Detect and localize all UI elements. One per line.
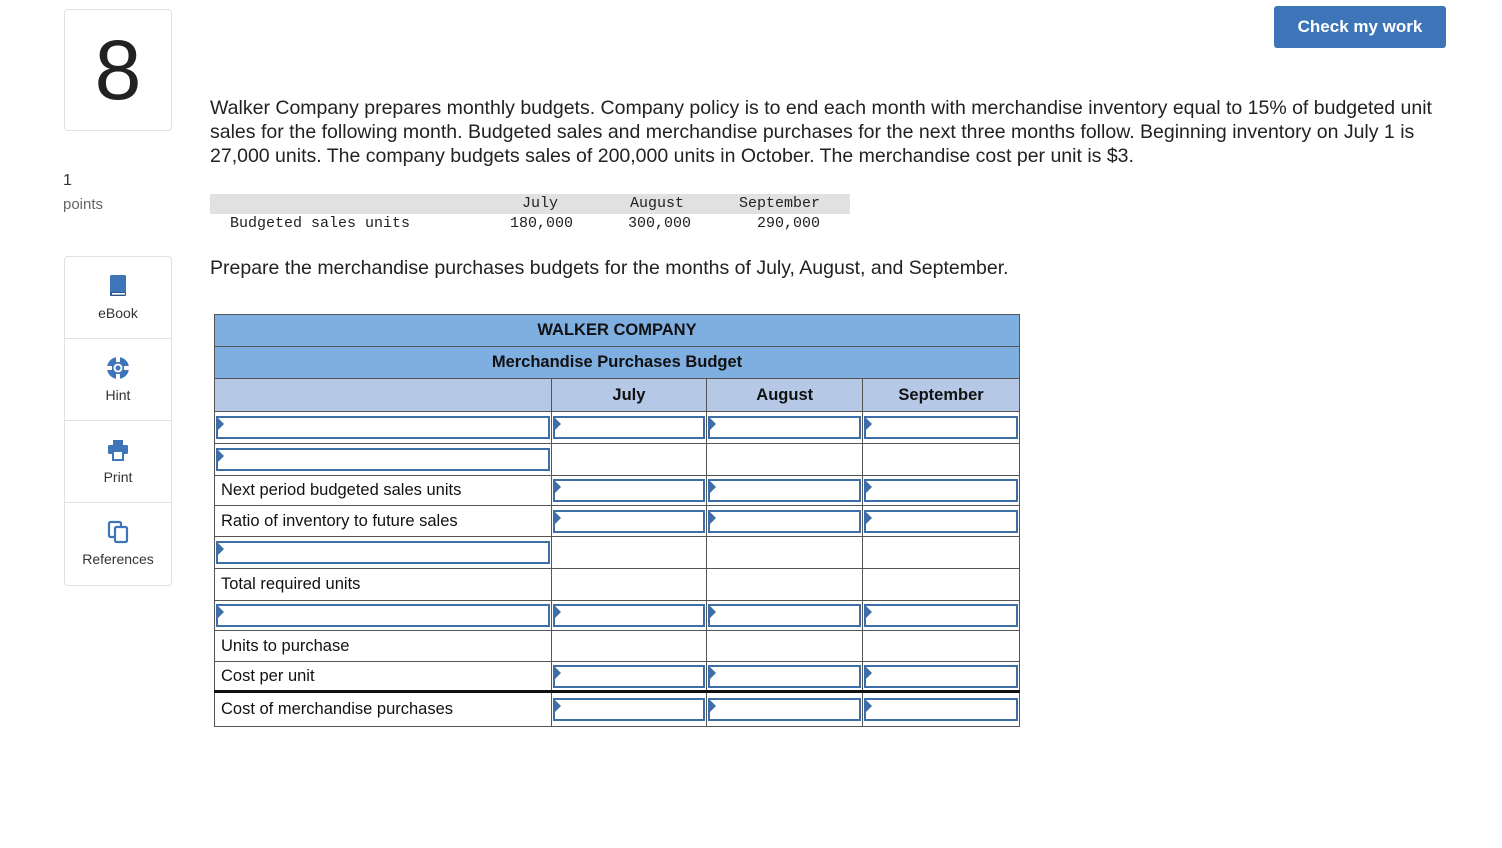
budget-col-august: August xyxy=(707,379,863,412)
purchases-budget-table xyxy=(214,314,1020,727)
given-month-july: July xyxy=(522,195,559,212)
row-label-dropdown[interactable] xyxy=(216,416,550,439)
references-label: References xyxy=(82,551,154,567)
september-input[interactable] xyxy=(864,665,1018,688)
hint-label: Hint xyxy=(105,387,131,403)
september-input[interactable] xyxy=(864,510,1018,533)
instruction-text: Prepare the merchandise purchases budgets for the months of July, August, and September. xyxy=(210,257,1009,279)
budget-row xyxy=(215,476,1020,506)
given-month-september: September xyxy=(739,195,821,212)
given-month-august: August xyxy=(630,195,685,212)
budget-col-july: July xyxy=(551,379,707,412)
copy-icon xyxy=(105,519,131,545)
budget-company-name: WALKER COMPANY xyxy=(215,315,1020,347)
august-input[interactable] xyxy=(708,665,861,688)
print-button[interactable] xyxy=(65,421,171,503)
problem-text: Walker Company prepares monthly budgets. Company policy is to end each month with merchandise inventory equal to 15% of budgeted unit sales for the following month. Budgeted sales and merchandise purchases for the next three months follow. Beginning inventory on July 1 is 27,000 units. The company budgets sales of 200,000 units in October. The merchandise cost per unit is $3. xyxy=(210,97,1432,167)
august-input[interactable] xyxy=(708,510,861,533)
row-label-dropdown[interactable] xyxy=(216,604,550,627)
empty-cell xyxy=(707,537,863,569)
budget-row xyxy=(215,444,1020,476)
given-data-table xyxy=(210,194,850,236)
budget-row xyxy=(215,506,1020,537)
print-label: Print xyxy=(103,469,133,485)
empty-cell xyxy=(707,569,863,601)
empty-cell xyxy=(863,631,1020,662)
empty-cell xyxy=(707,631,863,662)
budget-row xyxy=(215,412,1020,444)
budget-col-september: September xyxy=(863,379,1020,412)
row-label-total-required: Total required units xyxy=(215,569,552,601)
budget-row xyxy=(215,692,1020,727)
empty-cell xyxy=(707,444,863,476)
august-input[interactable] xyxy=(708,416,861,439)
budget-row xyxy=(215,569,1020,601)
row-label-cost-per-unit: Cost per unit xyxy=(215,662,552,692)
empty-cell xyxy=(863,444,1020,476)
given-value-september: 290,000 xyxy=(757,215,821,232)
empty-cell xyxy=(863,569,1020,601)
points-label: points xyxy=(63,196,104,213)
ebook-button[interactable] xyxy=(65,257,171,339)
given-sales-row xyxy=(210,214,850,236)
july-input[interactable] xyxy=(553,665,706,688)
given-header-row xyxy=(210,194,850,214)
september-input[interactable] xyxy=(864,479,1018,502)
budget-row xyxy=(215,662,1020,692)
ebook-label: eBook xyxy=(98,305,138,321)
august-input[interactable] xyxy=(708,479,861,502)
september-input[interactable] xyxy=(864,698,1018,721)
row-label-next-period-sales: Next period budgeted sales units xyxy=(215,476,552,506)
budget-row xyxy=(215,537,1020,569)
printer-icon xyxy=(105,437,131,463)
empty-cell xyxy=(551,537,707,569)
empty-cell xyxy=(551,444,707,476)
row-label-dropdown[interactable] xyxy=(216,448,550,471)
budget-row xyxy=(215,601,1020,631)
given-row-label: Budgeted sales units xyxy=(230,215,411,232)
given-value-july: 180,000 xyxy=(510,215,574,232)
july-input[interactable] xyxy=(553,698,706,721)
row-label-units-to-purchase: Units to purchase xyxy=(215,631,552,662)
empty-cell xyxy=(863,537,1020,569)
july-input[interactable] xyxy=(553,510,706,533)
budget-row xyxy=(215,631,1020,662)
budget-header-blank xyxy=(215,379,552,412)
book-icon xyxy=(105,273,131,299)
references-button[interactable] xyxy=(65,503,171,585)
september-input[interactable] xyxy=(864,604,1018,627)
tool-panel xyxy=(64,256,172,586)
lifebuoy-icon xyxy=(105,355,131,381)
september-input[interactable] xyxy=(864,416,1018,439)
empty-cell xyxy=(551,569,707,601)
given-value-august: 300,000 xyxy=(628,215,692,232)
row-label-inventory-ratio: Ratio of inventory to future sales xyxy=(215,506,552,537)
august-input[interactable] xyxy=(708,604,861,627)
august-input[interactable] xyxy=(708,698,861,721)
row-label-cost-of-purchases: Cost of merchandise purchases xyxy=(215,692,552,727)
question-number: 8 xyxy=(64,9,172,131)
july-input[interactable] xyxy=(553,416,706,439)
july-input[interactable] xyxy=(553,479,706,502)
july-input[interactable] xyxy=(553,604,706,627)
budget-title: Merchandise Purchases Budget xyxy=(215,347,1020,379)
points-value: 1 xyxy=(63,172,72,189)
row-label-dropdown[interactable] xyxy=(216,541,550,564)
hint-button[interactable] xyxy=(65,339,171,421)
empty-cell xyxy=(551,631,707,662)
check-my-work-button[interactable]: Check my work xyxy=(1274,6,1446,48)
